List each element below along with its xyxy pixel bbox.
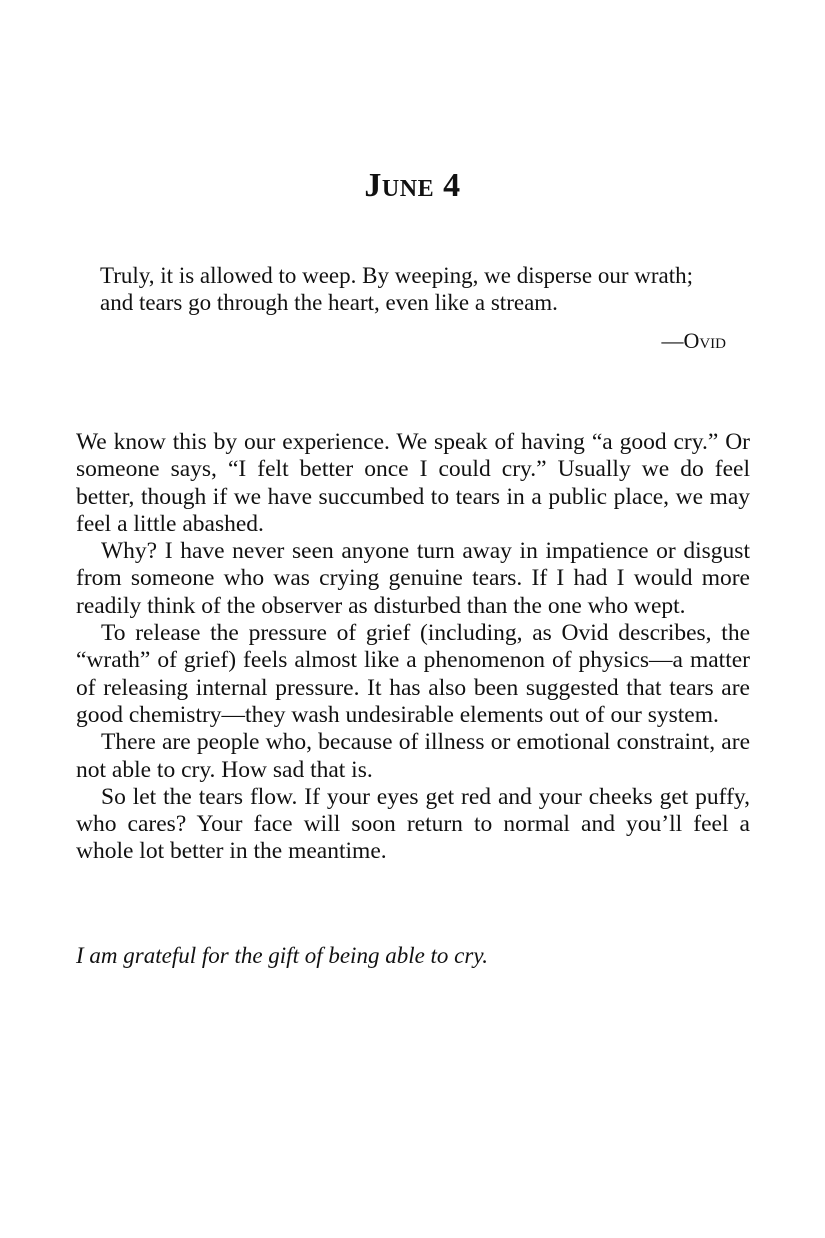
- body-paragraph-2: Why? I have never seen anyone turn away in impatience or disgust from someone who was crying genuine tears. If I had I would more readily think of the observer as disturbed than the one who wept.: [76, 538, 750, 619]
- body-text: [76, 429, 750, 866]
- epigraph-quote: Truly, it is allowed to weep. By weeping, we disperse our wrath; and tears go through the heart, even like a stream.: [100, 263, 694, 315]
- body-paragraph-5: So let the tears flow. If your eyes get red and your cheeks get puffy, who cares? Your face will soon return to normal and you’ll feel a whole lot better in the meantime.: [76, 783, 750, 865]
- body-paragraph-4: There are people who, because of illness or emotional constraint, are not able to cry. How sad that is.: [76, 729, 750, 783]
- body-paragraph-3: To release the pressure of grief (including, as Ovid describes, the “wrath” of grief) feels almost like a phenomenon of physics—a matter of releasing internal pressure. It has also been suggested that tears are good chemistry—they wash undesirable elements out of our system.: [76, 620, 750, 728]
- page-title: June 4: [364, 167, 461, 204]
- daily-affirmation: I am grateful for the gift of being able to cry.: [76, 943, 489, 968]
- body-paragraph-1: We know this by our experience. We speak of having “a good cry.” Or someone says, “I felt better once I could cry.” Usually we do feel better, though if we have succumbed to tears in a public place, we may feel a little abashed.: [76, 429, 750, 537]
- epigraph-attribution: —Ovid: [661, 328, 726, 353]
